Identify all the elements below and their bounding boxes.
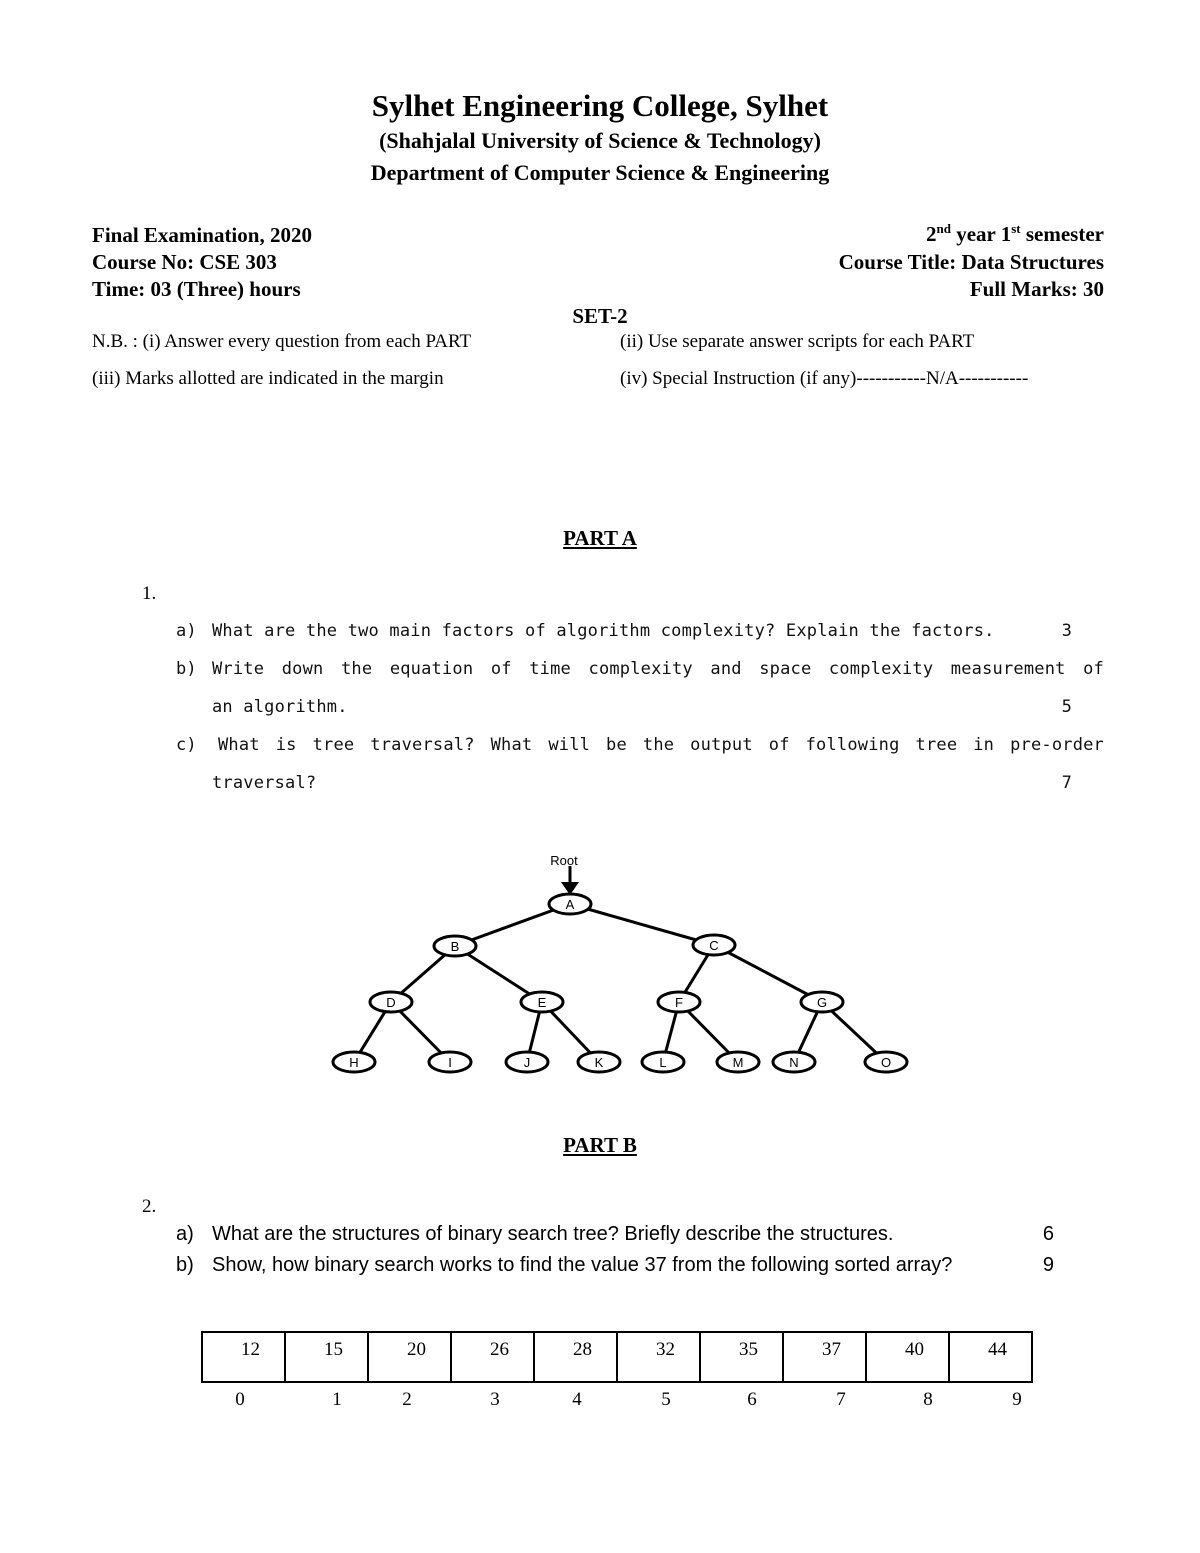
array-cell: 35	[700, 1332, 783, 1382]
tree-node-a	[549, 894, 591, 914]
part-b-title: PART B	[563, 1133, 637, 1157]
tree-edge-a-c	[570, 904, 714, 945]
question-1c-text: What is tree traversal? What will be the output of following tree in pre-order	[218, 735, 1104, 755]
array-index: 1	[332, 1389, 342, 1410]
college-name: Sylhet Engineering College, Sylhet	[371, 88, 829, 123]
array-index: 6	[747, 1389, 757, 1410]
question-2a-marks: 6	[1042, 1223, 1054, 1245]
question-1-number: 1.	[142, 583, 157, 604]
tree-node-label: G	[816, 995, 828, 1010]
tree-node-e	[521, 992, 563, 1012]
tree-nodes	[333, 894, 907, 1072]
tree-node-label: A	[565, 897, 575, 912]
set-number: SET-2	[572, 304, 628, 328]
tree-node-label: N	[789, 1055, 799, 1070]
tree-node-h	[333, 1052, 375, 1072]
array-index: 8	[923, 1389, 933, 1410]
array-cell: 44	[949, 1332, 1032, 1382]
array-index: 5	[661, 1389, 671, 1410]
question-1b-marks: 5	[1061, 697, 1072, 717]
tree-node-label: E	[537, 995, 547, 1010]
university-name: (Shahjalal University of Science & Technology)	[379, 128, 821, 153]
array-index: 0	[235, 1389, 245, 1410]
tree-node-label: O	[880, 1055, 892, 1070]
instruction-iv: (iv) Special Instruction (if any)-----------N/A-----------	[620, 368, 1029, 389]
question-1a-label: a)	[176, 621, 197, 641]
array-index: 3	[490, 1389, 500, 1410]
tree-node-c	[693, 935, 735, 955]
tree-node-label: D	[386, 995, 396, 1010]
array-cell: 12	[202, 1332, 285, 1382]
array-cell: 15	[285, 1332, 368, 1382]
tree-node-g	[801, 992, 843, 1012]
question-2b-label: b)	[176, 1254, 194, 1276]
question-1c-text-cont: traversal?	[212, 773, 317, 793]
tree-node-d	[370, 992, 412, 1012]
tree-node-j	[506, 1052, 548, 1072]
tree-node-n	[773, 1052, 815, 1072]
tree-node-i	[429, 1052, 471, 1072]
full-marks: Full Marks: 30	[969, 277, 1104, 301]
question-2a-label: a)	[176, 1223, 194, 1245]
question-2b-text: Show, how binary search works to find the value 37 from the following sorted array?	[212, 1254, 953, 1276]
question-1c-label: c)	[176, 735, 197, 755]
array-index: 4	[572, 1389, 582, 1410]
instruction-ii: (ii) Use separate answer scripts for each PART	[620, 331, 975, 352]
tree-node-b	[434, 936, 476, 956]
tree-edge-c-g	[714, 945, 822, 1002]
tree-node-m	[717, 1052, 759, 1072]
course-title: Course Title: Data Structures	[838, 250, 1104, 274]
tree-edges	[354, 904, 886, 1062]
exam-name: Final Examination, 2020	[92, 223, 312, 247]
array-values-row	[202, 1332, 1032, 1382]
year-semester: 2nd year 1st semester	[926, 221, 1104, 246]
course-no: Course No: CSE 303	[92, 250, 277, 274]
question-1b-label: b)	[176, 659, 197, 679]
question-2b-marks: 9	[1042, 1254, 1054, 1276]
tree-node-label: C	[709, 938, 719, 953]
root-label: Root	[550, 853, 578, 868]
sorted-array-table	[201, 1331, 1033, 1383]
question-2a-text: What are the structures of binary search tree? Briefly describe the structures.	[212, 1223, 894, 1245]
tree-node-l	[642, 1052, 684, 1072]
instruction-iii: (iii) Marks allotted are indicated in the margin	[92, 368, 444, 389]
question-1c-marks: 7	[1061, 773, 1072, 793]
tree-node-label: K	[594, 1055, 604, 1070]
array-cell: 32	[617, 1332, 700, 1382]
array-cell: 26	[451, 1332, 534, 1382]
array-cell: 40	[866, 1332, 949, 1382]
tree-node-label: H	[349, 1055, 359, 1070]
tree-node-label: I	[448, 1055, 452, 1070]
array-cell: 20	[368, 1332, 451, 1382]
question-1b-text-cont: an algorithm.	[212, 697, 348, 717]
question-1a-marks: 3	[1061, 621, 1072, 641]
question-2-number: 2.	[142, 1196, 157, 1217]
tree-node-k	[578, 1052, 620, 1072]
tree-node-label: B	[450, 939, 460, 954]
tree-node-label: J	[523, 1055, 531, 1070]
tree-node-label: F	[675, 995, 683, 1010]
question-1b-text: Write down the equation of time complexity and space complexity measurement of	[212, 659, 1104, 679]
array-index: 2	[402, 1389, 412, 1410]
array-index: 7	[836, 1389, 846, 1410]
department-name: Department of Computer Science & Engineering	[370, 160, 830, 185]
question-1a-text: What are the two main factors of algorithm complexity? Explain the factors.	[212, 621, 995, 641]
array-cell: 28	[534, 1332, 617, 1382]
exam-time: Time: 03 (Three) hours	[92, 277, 301, 301]
array-index: 9	[1012, 1389, 1022, 1410]
tree-node-label: L	[659, 1055, 667, 1070]
array-cell: 37	[783, 1332, 866, 1382]
tree-node-o	[865, 1052, 907, 1072]
tree-node-f	[658, 992, 700, 1012]
instruction-i: N.B. : (i) Answer every question from each PART	[92, 331, 472, 352]
tree-node-label: M	[732, 1055, 744, 1070]
part-a-title: PART A	[563, 526, 637, 550]
